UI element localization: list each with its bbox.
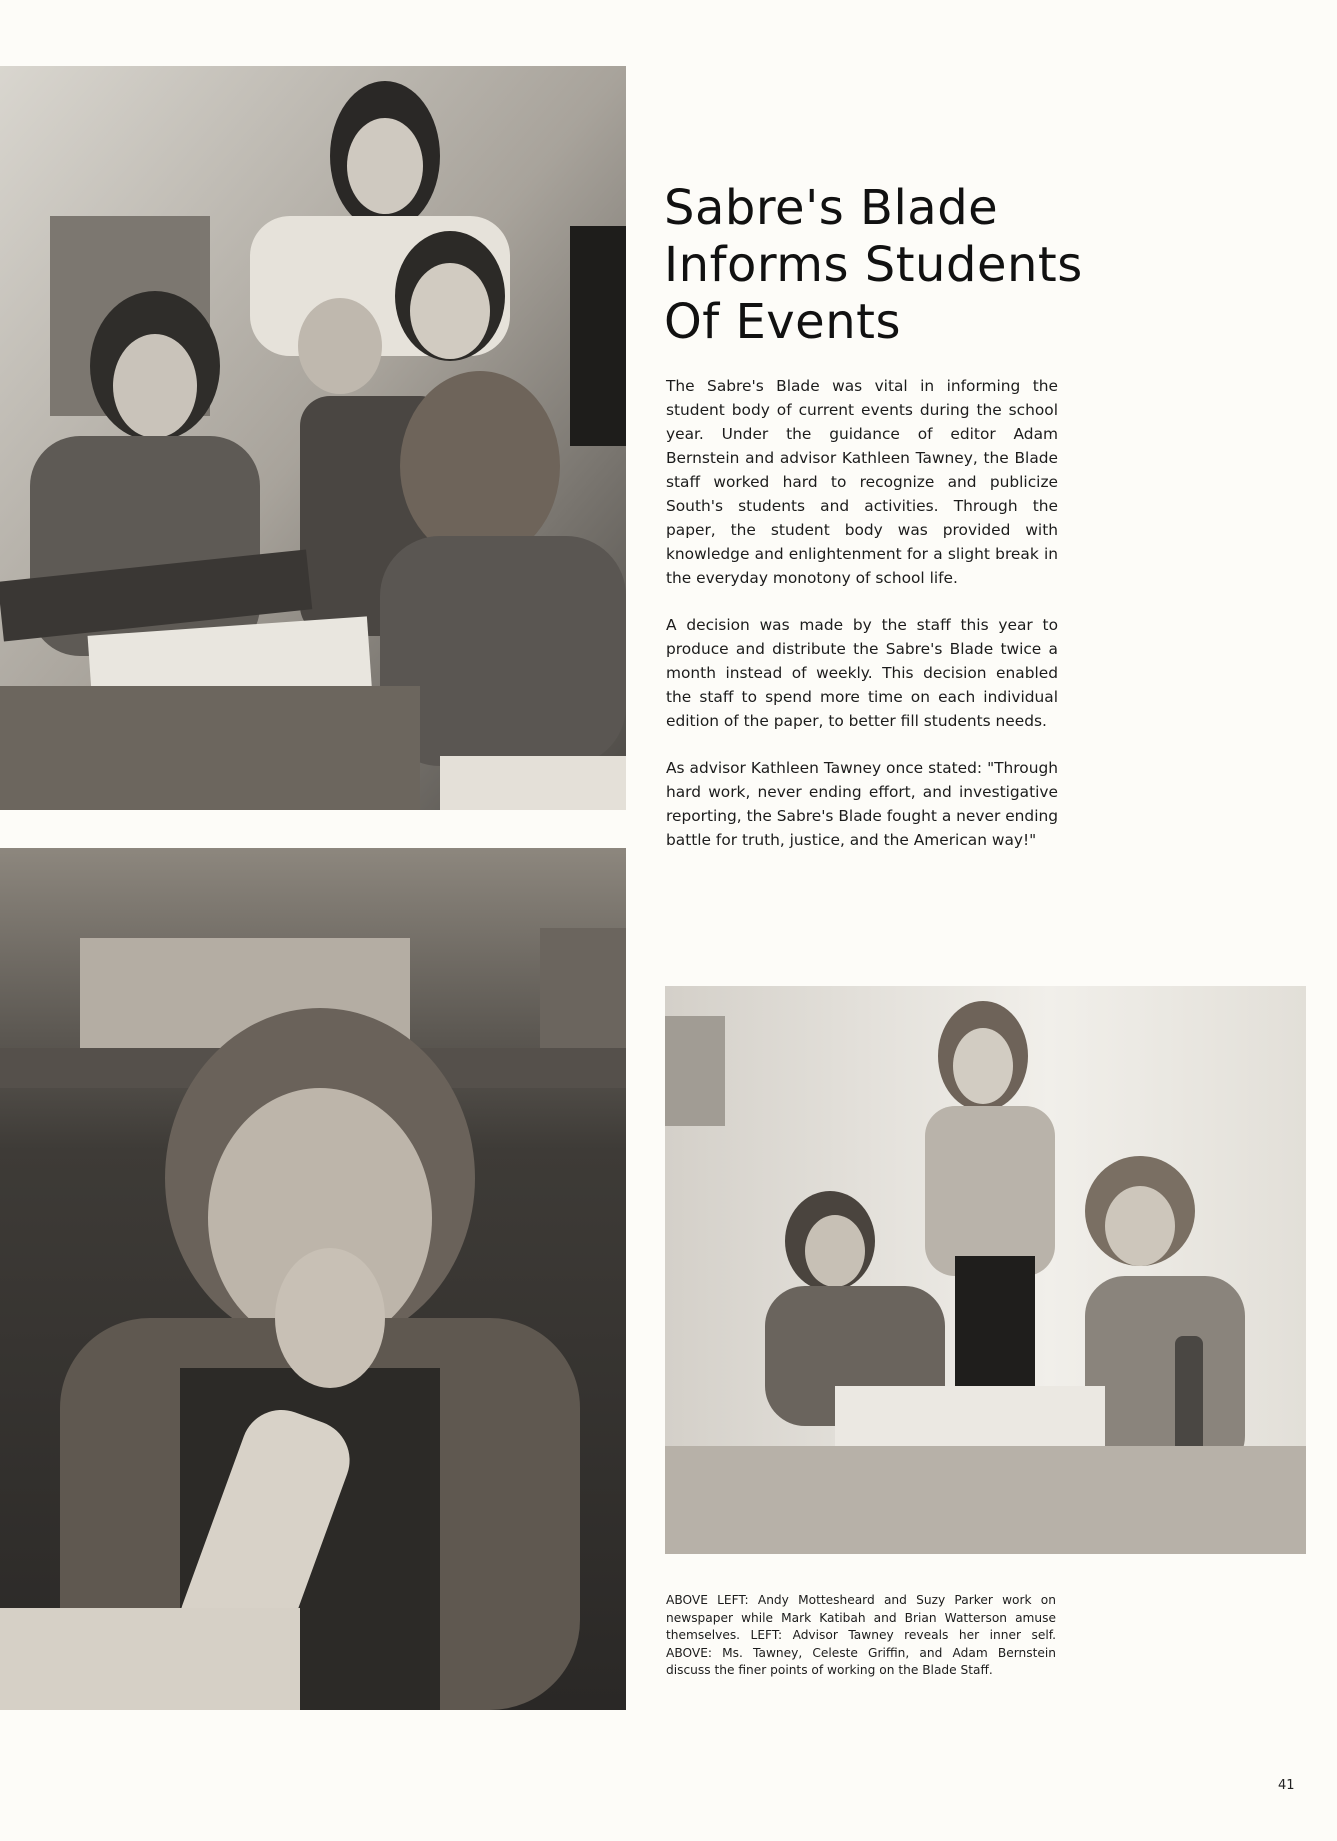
photo-caption: ABOVE LEFT: Andy Mottesheard and Suzy Parker work on newspaper while Mark Katibah and Brian Watterson amuse themselves. LEFT: Advisor Tawney reveals her inner self. ABOVE: Ms. Tawney, Celeste Griffin, and Adam Bernstein discuss the finer points of working on the Blade Staff. (666, 1593, 1056, 1677)
body-paragraph: As advisor Kathleen Tawney once stated: "Through hard work, never ending effort, and investigative reporting, the Sabre's Blade fought a never ending battle for truth, justice, and the American way!" (666, 759, 1058, 849)
photo-staff-group (0, 66, 626, 810)
headline-line: Sabre's Blade (664, 180, 999, 236)
headline-line: Of Events (664, 294, 901, 350)
article-headline (664, 180, 1084, 351)
body-paragraph: A decision was made by the staff this year to produce and distribute the Sabre's Blade twice a month instead of weekly. This decision enabled the staff to spend more time on each individual edition of the paper, to better fill students needs. (666, 616, 1058, 730)
article-body (666, 374, 1058, 875)
photo-discussion (665, 986, 1306, 1554)
page-number: 41 (1278, 1778, 1295, 1793)
body-paragraph: The Sabre's Blade was vital in informing the student body of current events during the school year. Under the guidance of editor Adam Bernstein and advisor Kathleen Tawney, the Blade staff worked hard to recognize and publicize South's students and activities. Through the paper, the student body was provided with knowledge and enlightenment for a slight break in the everyday monotony of school life. (666, 377, 1058, 587)
photo-advisor-portrait (0, 848, 626, 1710)
headline-line: Informs Students (664, 237, 1083, 293)
